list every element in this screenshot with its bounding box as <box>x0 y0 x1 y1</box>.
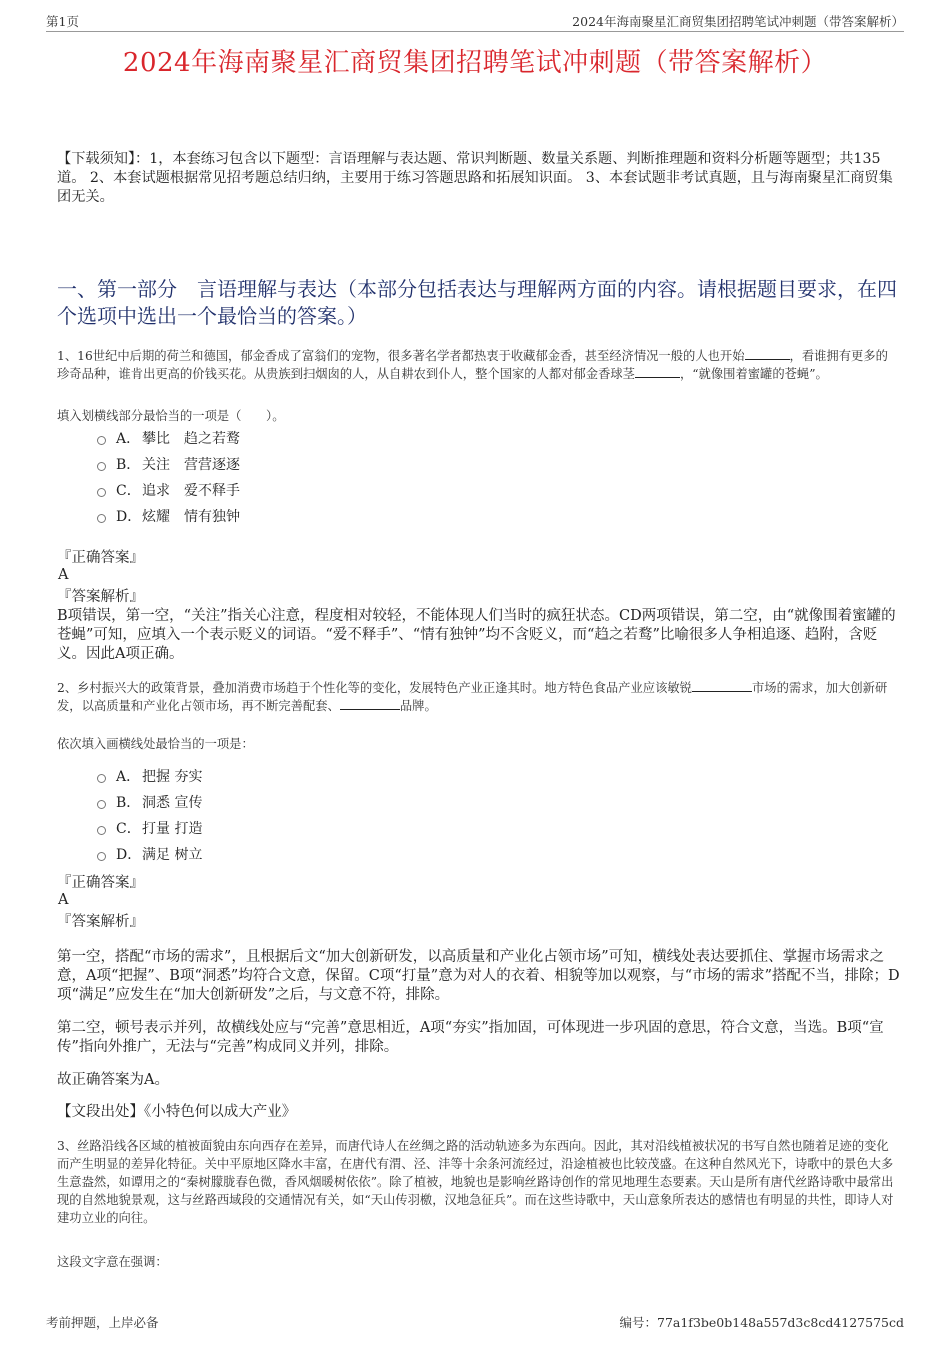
correct-answer-label: 『正确答案』 <box>57 550 144 566</box>
analysis-label: 『答案解析』 <box>57 589 144 605</box>
question-1-text-part2: ，看谁拥有更多的珍奇品种，谁肯出更高的价钱买花。从贵族到扫烟囱的人，从自耕农到仆人，整个国家的人都对郁金香球茎 <box>57 349 888 381</box>
correct-answer-label: 『正确答案』 <box>57 875 144 891</box>
question-1-text-part3: ，“就像围着蜜罐的苍蝇”。 <box>679 367 828 381</box>
radio-button[interactable] <box>97 774 106 783</box>
question-2-text-part2: 市场的需求，加大创新研发，以高质量和产业化占领市场，再不断完善配套、 <box>57 681 888 713</box>
blank-line <box>745 349 790 360</box>
footer-doc-id: 编号：77a1f3be0b148a557d3c8cd4127575cd <box>619 1315 904 1330</box>
radio-button[interactable] <box>97 800 106 809</box>
text-source: 【文段出处】《小特色何以成大产业》 <box>57 1104 297 1120</box>
answer-conclusion: 故正确答案为A。 <box>57 1072 169 1088</box>
analysis-label: 『答案解析』 <box>57 914 144 930</box>
blank-line <box>340 699 400 710</box>
correct-answer: A <box>58 567 69 583</box>
option-c[interactable]: C． 追求 爱不释手 <box>97 477 240 503</box>
question-3-stem: 3、丝路沿线各区域的植被面貌由东向西存在差异，而唐代诗人在丝绸之路的活动轨迹多为东西向。因此，其对沿线植被状况的书写自然也随着足迹的变化而产生明显的差异化特征。关中平原地区降水丰富，在唐代有渭、泾、沣等十余条河流经过，沿途植被也比较茂盛。在这种自然风光下，诗歌中的景色大多生意盎然，如谭用之的“秦树朦胧春色微，香风烟暖树依依”。除了植被，地貌也是影响丝路诗创作的常见地理生态要素。天山是所有唐代丝路诗歌中最常出现的自然地貌景观，这与丝路西域段的交通情况有关，如“天山传羽檄，汉地急征兵”。而在这些诗歌中，天山意象所表达的感情也有明显的共性，即诗人对建功立业的向往。 <box>57 1139 894 1225</box>
radio-button[interactable] <box>97 852 106 861</box>
page-number: 第1页 <box>46 14 79 29</box>
question-1-stem <box>57 347 897 383</box>
option-d[interactable]: D． 炫耀 情有独钟 <box>97 503 240 529</box>
radio-button[interactable] <box>97 488 106 497</box>
answer-explanation: B项错误，第一空，“关注”指关心注意，程度相对较轻，不能体现人们当时的疯狂状态。CD两项错误，第二空，由“就像围着蜜罐的苍蝇”可知，应填入一个表示贬义的词语。“爱不释手”、“情有独钟”均不含贬义，而“趋之若鹜”比喻很多人争相追逐、趋附，含贬义。因此A项正确。 <box>57 608 896 662</box>
answer-explanation-part1: 第一空，搭配“市场的需求”，且根据后文“加大创新研发，以高质量和产业化占领市场”可知，横线处表达要抓住、掌握市场需求之意，A项“把握”、B项“洞悉”均符合文意，保留。C项“打量”意为对人的衣着、相貌等加以观察，与“市场的需求”搭配不当，排除；D项“满足”应发生在“加大创新研发”之后，与文意不符，排除。 <box>57 949 900 1003</box>
question-2-prompt: 依次填入画横线处最恰当的一项是： <box>57 737 254 751</box>
question-2-text-part3: 品牌。 <box>399 699 437 713</box>
radio-button[interactable] <box>97 514 106 523</box>
download-notice: 【下载须知】：1，本套练习包含以下题型：言语理解与表达题、常识判断题、数量关系题、判断推理题和资料分析题等题型；共135道。 2、本套试题根据常见招考题总结归纳，主要用于练习答题思路和拓展知识面。 3、本套试题非考试真题，且与海南聚星汇商贸集团无关。 <box>57 151 893 205</box>
document-title: 2024年海南聚星汇商贸集团招聘笔试冲刺题（带答案解析） <box>122 48 828 78</box>
option-a[interactable]: A． 把握 夯实 <box>97 763 202 789</box>
radio-button[interactable] <box>97 462 106 471</box>
answer-explanation-part2: 第二空，顿号表示并列，故横线处应与“完善”意思相近，A项“夯实”指加固，可体现进一步巩固的意思，符合文意，当选。B项“宣传”指向外推广，无法与“完善”构成同义并列，排除。 <box>57 1020 884 1055</box>
question-3-prompt: 这段文字意在强调： <box>57 1255 168 1269</box>
option-c[interactable]: C． 打量 打造 <box>97 815 202 841</box>
header-divider <box>46 31 904 32</box>
radio-button[interactable] <box>97 436 106 445</box>
section-heading: 一、第一部分 言语理解与表达（本部分包括表达与理解两方面的内容。请根据题目要求，在四个选项中选出一个最恰当的答案。） <box>57 277 897 328</box>
question-1-prompt: 填入划横线部分最恰当的一项是（ ）。 <box>57 409 285 423</box>
question-2-options <box>97 763 202 867</box>
blank-line <box>692 681 752 692</box>
option-b[interactable]: B． 关注 营营逐逐 <box>97 451 240 477</box>
radio-button[interactable] <box>97 826 106 835</box>
question-2-text-part1: 2、乡村振兴大的政策背景，叠加消费市场趋于个性化等的变化，发展特色产业正逢其时。地方特色食品产业应该敏锐 <box>57 681 692 695</box>
footer-slogan: 考前押题，上岸必备 <box>46 1315 159 1330</box>
option-b[interactable]: B． 洞悉 宣传 <box>97 789 202 815</box>
header-doc-title: 2024年海南聚星汇商贸集团招聘笔试冲刺题（带答案解析） <box>572 14 904 29</box>
question-2-stem <box>57 679 897 715</box>
blank-line <box>635 367 680 378</box>
option-d[interactable]: D． 满足 树立 <box>97 841 202 867</box>
option-a[interactable]: A． 攀比 趋之若鹜 <box>97 425 240 451</box>
question-1-options <box>97 425 240 529</box>
correct-answer: A <box>58 892 69 908</box>
question-1-text-part1: 1、16世纪中后期的荷兰和德国，郁金香成了富翁们的宠物，很多著名学者都热衷于收藏郁金香，甚至经济情况一般的人也开始 <box>57 349 745 363</box>
